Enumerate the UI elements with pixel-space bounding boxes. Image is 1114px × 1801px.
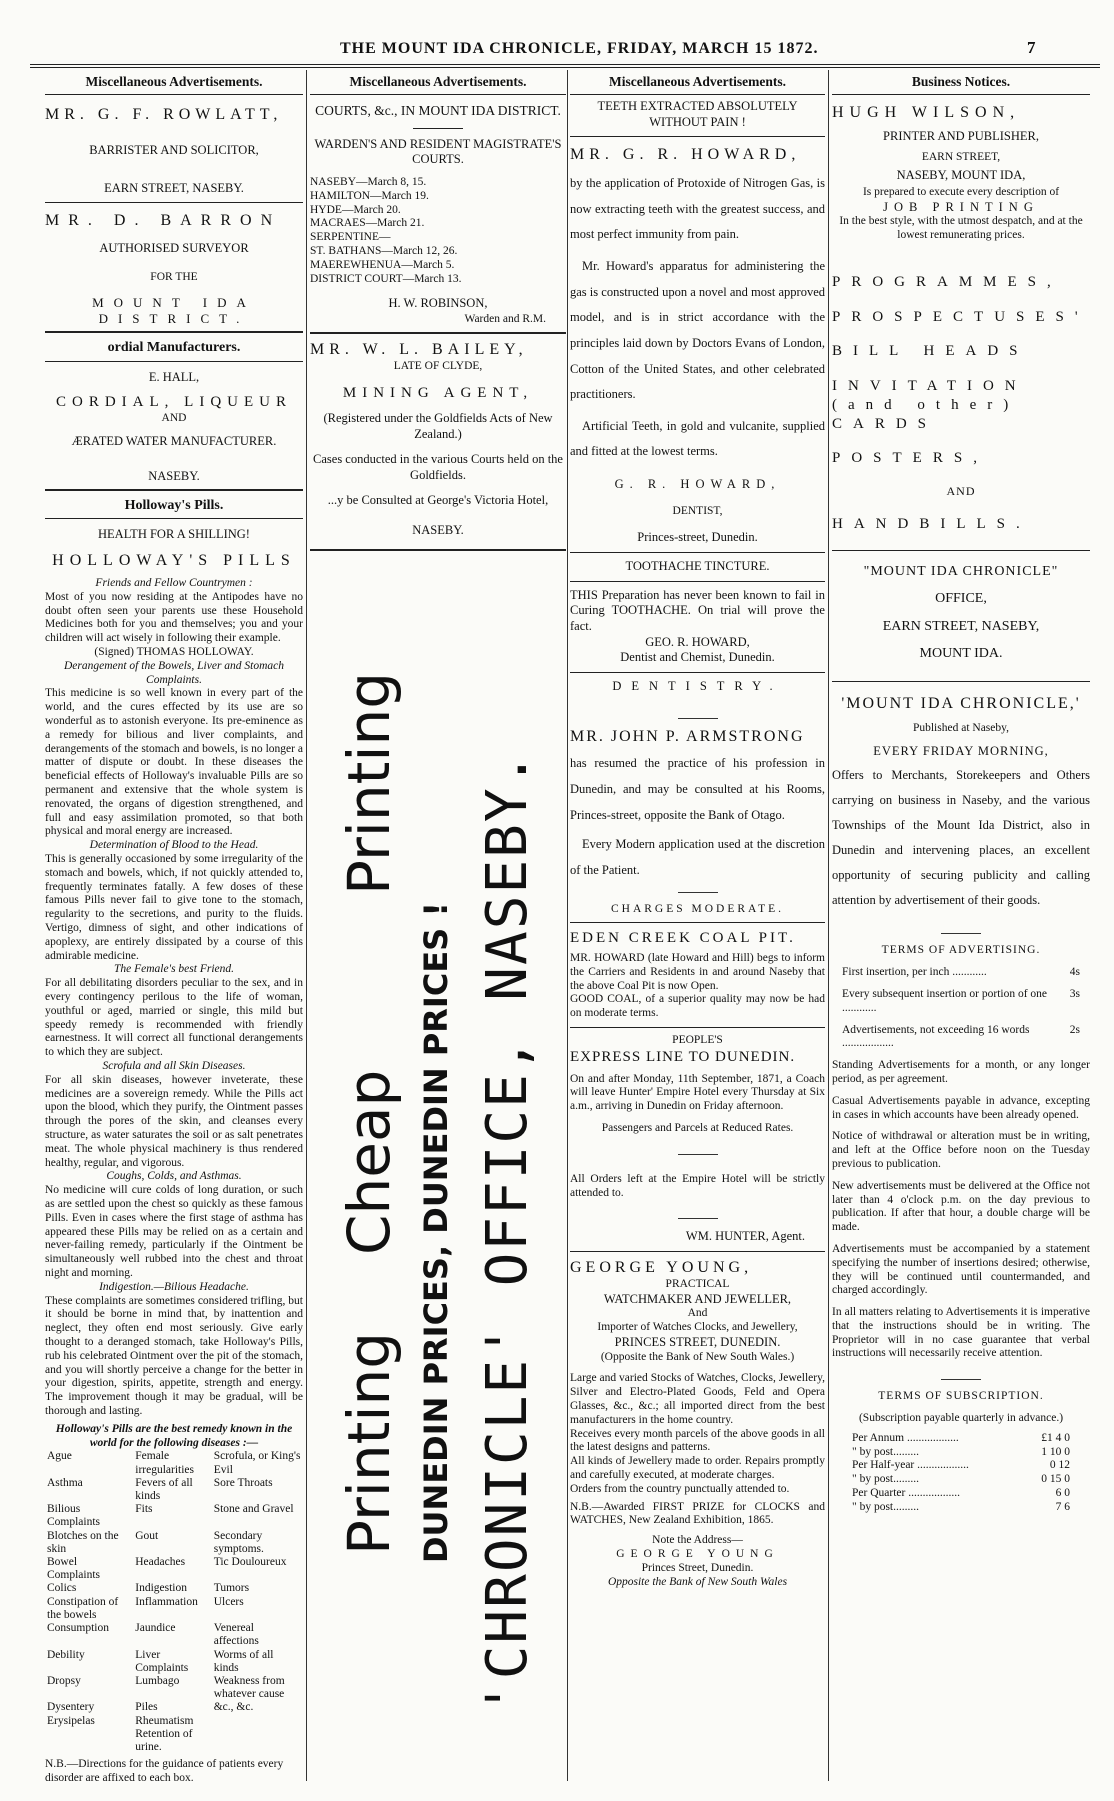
howard-dentist: DENTIST, [672, 504, 723, 517]
ailment-row [45, 1503, 303, 1529]
court-date: MACRAES—March 21. [310, 217, 425, 230]
ailment-row [45, 1728, 303, 1754]
hall-line: CORDIAL, LIQUEUR [56, 394, 292, 411]
divider [678, 718, 718, 719]
subscription-label: " by post......... [852, 1445, 919, 1458]
divider [45, 202, 303, 203]
express-heading: EXPRESS LINE TO DUNEDIN. [570, 1048, 796, 1065]
express-signature: WM. HUNTER, Agent. [685, 1229, 805, 1244]
bailey-line: ...y be Consulted at George's Victoria Hotel, [327, 493, 549, 508]
barron-name: MR. D. BARRON [45, 212, 282, 230]
express-top: PEOPLE'S [672, 1034, 723, 1047]
column-1 [45, 70, 303, 1786]
terms-list [832, 966, 1090, 1051]
subscription-price: 0 15 0 [1041, 1473, 1070, 1486]
terms-paragraph: Casual Advertisements payable in advance, excepting in cases in which accounts have been already opened. [832, 1094, 1090, 1121]
express-paragraph: All Orders left at the Empire Hotel will be strictly attended to. [570, 1172, 825, 1199]
young-paragraph: All kinds of Jewellery made to order. Repairs promptly and carefully executed, at moderate charges. [570, 1455, 825, 1482]
wilson-name: HUGH WILSON, [832, 103, 1021, 121]
young-nb: N.B.—Awarded FIRST PRIZE for CLOCKS and WATCHES, New Zealand Exhibition, 1865. [570, 1500, 825, 1527]
eden-heading: EDEN CREEK COAL PIT. [570, 930, 796, 947]
ailment-cell: Bilious Complaints [47, 1503, 101, 1529]
wilson-line: Is prepared to execute every description of [862, 185, 1060, 198]
young-line: PRACTICAL [665, 1278, 730, 1291]
term-label: Advertisements, not exceeding 16 words .................. [842, 1023, 1030, 1050]
ailment-cell: Consumption [47, 1622, 109, 1635]
subscription-list [832, 1432, 1090, 1515]
ailment-cell [212, 1728, 303, 1754]
subscription-row [852, 1459, 1070, 1473]
divider [678, 1218, 718, 1219]
chronicle-office: 'CHRONICLE' OFFICE, NASEBY. [475, 750, 540, 1715]
divider [413, 128, 463, 129]
divider [570, 136, 825, 137]
ailment-cell [45, 1728, 133, 1754]
court-date: HAMILTON—March 19. [310, 189, 429, 202]
dunedin-prices: DUNEDIN PRICES, DUNEDIN PRICES ! [417, 902, 455, 1563]
tincture-signature: GEO. R. HOWARD, [645, 634, 750, 649]
wilson-line: JOB PRINTING [883, 199, 1039, 214]
ailment-cell: Debility [47, 1648, 85, 1661]
barron-line: AUTHORISED SURVEYOR [99, 241, 249, 256]
armstrong-paragraph: has resumed the practice of his profession in Dunedin, and may be consulted at his Rooms, Princes-street, opposite the Bank of Otago. [570, 756, 825, 822]
section-heading: Holloway's Pills. [45, 489, 303, 520]
wilson-line: NASEBY, MOUNT IDA, [896, 168, 1026, 183]
subscription-heading: TERMS OF SUBSCRIPTION. [878, 1390, 1044, 1403]
ailment-cell: Secondary symptoms. [213, 1529, 264, 1555]
holloway-title: HOLLOWAY'S PILLS [52, 552, 296, 570]
young-line: (Opposite the Bank of New South Wales.) [600, 1350, 795, 1363]
holloway-subhead: Derangement of the Bowels, Liver and Stomach Complaints. [63, 659, 285, 686]
holloway-subhead: Coughs, Colds, and Asthmas. [106, 1170, 242, 1183]
holloway-paragraph: This is generally occasioned by some irregularity of the stomach and bowels, which, if not quickly attended to, frequently terminates fatally. A few doses of these famous Pills never fail to give tone to the stomach, regularity to the secretions, and purity to the fluids. Vertigo, dimness of sight, and other indications of apoplexy, are entirely dissipated by a course of this admirable medicine. [45, 853, 303, 962]
ailment-cell: Gout [135, 1529, 159, 1542]
terms-paragraph: Advertisements must be accompanied by a statement specifying the number of insertions desired; otherwise, they will be continued until countermanded, and charged accordingly. [832, 1242, 1090, 1297]
office-line: OFFICE, [935, 591, 987, 607]
printing-word: Printing [335, 671, 403, 895]
ailment-cell: Lumbago [135, 1675, 180, 1688]
court-date: MAEREWHENUA—March 5. [310, 258, 455, 271]
terms-paragraph: In all matters relating to Advertisements it is imperative that the instructions should be in writing. The Proprietor will in no case guarantee that verbal instructions will necessarily receive attention. [832, 1306, 1090, 1360]
subscription-row [852, 1487, 1070, 1501]
column-2 [310, 70, 566, 557]
printing-item: PROSPECTUSES' [832, 308, 1089, 325]
ailment-cell: Tumors [213, 1582, 250, 1595]
holloway-subhead: Scrofula and all Skin Diseases. [102, 1059, 246, 1072]
young-line: WATCHMAKER AND JEWELLER, [603, 1291, 792, 1306]
howard-paragraph: Mr. Howard's apparatus for administering the gas is constructed upon a novel and most approved model, and is in strict accordance with the principles laid down by Doctors Evans of London, Cotton of the United States, and other celebrated practitioners. [570, 259, 825, 402]
column-4 [832, 70, 1090, 1515]
subscription-label: Per Quarter .................. [852, 1487, 960, 1500]
holloway-signed: (Signed) THOMAS HOLLOWAY. [94, 646, 254, 659]
ailment-cell: Worms of all kinds [213, 1648, 274, 1674]
ailments-table [45, 1450, 303, 1754]
printing-advert [335, 555, 565, 1715]
tincture-signature: Dentist and Chemist, Dunedin. [620, 650, 775, 665]
young-line: And [687, 1307, 708, 1320]
mic-paragraph: Offers to Merchants, Storekeepers and Others carrying on business in Naseby, and the various Townships of the Mount Ida District, also in Dunedin and intervening places, an excellent opportunity of securing publicity and calling attention by advertisement of their goods. [832, 768, 1090, 908]
ailment-cell: Fevers of all kinds [135, 1476, 193, 1502]
ailment-cell: &c., &c. [213, 1701, 254, 1714]
rowlatt-line: EARN STREET, NASEBY. [104, 180, 244, 195]
divider [832, 681, 1090, 682]
holloway-paragraph: These complaints are sometimes considered trifling, but it should be borne in mind that, by inattention and neglect, they often end most seriously. Give early thought to a deranged stomach, take Holloway's Pills, rub his celebrated Ointment over the pit of the stomach, and you will shortly perceive a change for the better in your digestion, spirits, appetite, strength and energy. The improvement though it may be gradual, will be thorough and lasting. [45, 1294, 303, 1417]
term-price: 4s [1069, 966, 1080, 979]
hall-name: E. HALL, [148, 369, 200, 384]
ailment-cell: Dysentery [47, 1701, 95, 1714]
divider [570, 1251, 825, 1252]
courts-subtitle: WARDEN'S AND RESIDENT MAGISTRATE'S COURTS. [314, 136, 562, 167]
hall-line: ÆRATED WATER MANUFACTURER. [71, 433, 277, 448]
ailment-row [45, 1675, 303, 1701]
printing-item: AND [946, 484, 976, 499]
armstrong-paragraph: Every Modern application used at the discretion of the Patient. [570, 837, 825, 877]
ailment-row [45, 1477, 303, 1503]
ailment-cell: Blotches on the skin [47, 1529, 119, 1555]
column-divider [567, 70, 568, 1781]
teeth-heading: TEETH EXTRACTED ABSOLUTELY WITHOUT PAIN ! [597, 98, 798, 129]
ailment-row [45, 1649, 303, 1675]
holloway-subhead: The Female's best Friend. [114, 963, 234, 976]
ailment-row [45, 1450, 303, 1476]
ailment-cell: Ague [47, 1450, 72, 1463]
rowlatt-name: MR. G. F. ROWLATT, [45, 105, 283, 123]
ailment-cell: Fits [135, 1503, 153, 1516]
term-label: Every subsequent insertion or portion of one ............ [842, 987, 1048, 1014]
divider [678, 892, 718, 893]
ailment-cell: Jaundice [135, 1622, 176, 1635]
holloway-paragraph: No medicine will cure colds of long duration, or such as are settled upon the chest so quickly as these famous Pills. Even in cases where the first stage of asthma has appeared these Pills may be relied on as a certain and never-failing remedy, particularly if the Ointment be simultaneously well rubbed into the chest and throat night and morning. [45, 1184, 303, 1279]
ailment-row [45, 1715, 303, 1728]
ailment-cell: Tic Douloureux [213, 1556, 287, 1569]
ailment-cell: Stone and Gravel [213, 1503, 294, 1516]
tincture-paragraph: THIS Preparation has never been known to fail in Curing TOOTHACHE. On trial will prove the fact. [570, 587, 825, 633]
subscription-note: (Subscription payable quarterly in advance.) [858, 1412, 1064, 1425]
express-paragraph: On and after Monday, 11th September, 1871, a Coach will leave Hunter' Empire Hotel every Thursday at Six a.m., arriving in Dunedin on Friday afternoon. [570, 1072, 825, 1113]
ailment-row [45, 1622, 303, 1648]
court-date: DISTRICT COURT—March 13. [310, 272, 462, 285]
holloway-health: HEALTH FOR A SHILLING! [98, 527, 250, 542]
subscription-price: 6 0 [1055, 1487, 1070, 1500]
term-row [842, 966, 1080, 980]
mic-line: Published at Naseby, [912, 721, 1010, 734]
header-rule-thin [30, 67, 1100, 68]
subscription-label: " by post......... [852, 1473, 919, 1486]
printing-item: BILL HEADS [832, 343, 1029, 360]
divider [570, 922, 825, 923]
mic-title: 'MOUNT IDA CHRONICLE,' [841, 694, 1081, 712]
ailment-cell: Bowel Complaints [47, 1556, 101, 1582]
wilson-line: In the best style, with the utmost despatch, and at the lowest remunerating prices. [839, 215, 1083, 242]
ailment-cell: Dropsy [47, 1675, 81, 1688]
courts-title: COURTS, &c., IN MOUNT IDA DISTRICT. [315, 102, 561, 118]
term-row [842, 988, 1080, 1016]
barron-line: MOUNT IDA DISTRICT. [92, 294, 256, 326]
howard-address: Princes-street, Dunedin. [637, 530, 758, 545]
terms-paragraph: Notice of withdrawal or alteration must be in writing, and left at the Office before noon on the Tuesday previous to publication. [832, 1130, 1090, 1170]
charges-moderate: CHARGES MODERATE. [610, 902, 785, 915]
ailment-cell: Constipation of the bowels [47, 1595, 119, 1621]
subscription-label: " by post......... [852, 1500, 919, 1513]
express-paragraph: Passengers and Parcels at Reduced Rates. [601, 1122, 794, 1135]
divider [832, 550, 1090, 551]
subscription-price: 7 6 [1055, 1500, 1070, 1513]
young-paragraph: Receives every month parcels of the above goods in all the latest designs and patterns. [570, 1427, 825, 1454]
terms-heading: TERMS OF ADVERTISING. [881, 944, 1041, 957]
hall-line: AND [161, 411, 187, 424]
holloway-paragraph: Most of you now residing at the Antipodes have no doubt often seen your parents use these Household Medicines both for you and themselves; you and your children will act wisely in following their example. [45, 590, 303, 645]
page-number: 7 [1027, 38, 1037, 57]
terms-paragraph: New advertisements must be delivered at the Office not later than 4 o'clock p.m. on the day previous to publication. If after that hour, a double charge will be made. [832, 1179, 1090, 1234]
ailment-cell: Female irregularities [135, 1450, 195, 1476]
ailment-cell: Inflammation [135, 1595, 198, 1608]
ailment-cell: Sore Throats [213, 1476, 273, 1489]
header-rule [30, 64, 1100, 65]
ailment-cell: Erysipelas [47, 1714, 95, 1727]
barron-line: FOR THE [150, 270, 198, 283]
subscription-price: 1 10 0 [1041, 1445, 1070, 1458]
column-divider [828, 70, 829, 1781]
ailment-cell: Indigestion [135, 1582, 187, 1595]
ailment-row [45, 1596, 303, 1622]
printing-word: Printing [335, 1331, 403, 1555]
term-label: First insertion, per inch ............ [842, 966, 987, 979]
subscription-label: Per Annum .................. [852, 1431, 959, 1444]
holloway-nb: N.B.—Directions for the guidance of patients every disorder are affixed to each box. [45, 1758, 284, 1785]
mic-line: EVERY FRIDAY MORNING, [873, 743, 1049, 758]
wilson-line: EARN STREET, [921, 150, 1001, 163]
courts-list [310, 176, 566, 286]
term-row [842, 1024, 1080, 1052]
divider [570, 672, 825, 673]
holloway-paragraph: For all debilitating disorders peculiar to the sex, and in every contingency perilous to the life of woman, youthful or aged, married or single, this mild but speedy remedy is recommended with friendly earnestness. It will correct all functional derangements to which they are subject. [45, 977, 303, 1059]
office-line: EARN STREET, NASEBY, [882, 618, 1040, 634]
divider [570, 552, 825, 553]
column-divider [306, 70, 307, 1781]
column-heading: Miscellaneous Advertisements. [45, 70, 303, 95]
ailment-cell: Colics [47, 1582, 77, 1595]
page-header [0, 38, 1114, 62]
young-address: GEORGE YOUNG [616, 1548, 779, 1561]
ailment-cell: Piles [135, 1701, 158, 1714]
young-address: Opposite the Bank of New South Wales [607, 1575, 788, 1588]
young-name: GEORGE YOUNG, [570, 1259, 753, 1277]
divider [941, 933, 981, 934]
rowlatt-line: BARRISTER AND SOLICITOR, [89, 142, 259, 157]
printing-item: INVITATION (and other) CARDS [832, 378, 1027, 432]
terms-paragraph: Standing Advertisements for a month, or any longer period, as per agreement. [832, 1059, 1090, 1085]
bailey-name: MR. W. L. BAILEY, [310, 341, 528, 359]
howard-signature: G. R. HOWARD, [614, 477, 781, 491]
ailment-cell: Scrofula, or King's Evil [213, 1450, 301, 1476]
subscription-label: Per Half-year .................. [852, 1459, 969, 1472]
bailey-line: Cases conducted in the various Courts held on the Goldfields. [313, 452, 563, 482]
bailey-line: MINING AGENT, [342, 385, 534, 402]
howard-name: MR. G. R. HOWARD, [570, 146, 801, 164]
divider [570, 1027, 825, 1028]
column-3 [570, 70, 825, 1589]
ailment-cell: Asthma [47, 1476, 83, 1489]
column-heading: Business Notices. [832, 70, 1090, 95]
howard-paragraph: by the application of Protoxide of Nitrogen Gas, is now extracting teeth with the greatest success, and most perfect immunity from pain. [570, 176, 825, 242]
subscription-row [852, 1432, 1070, 1446]
printing-item: POSTERS, [832, 450, 988, 467]
holloway-remedy: Holloway's Pills are the best remedy known in the world for the following diseases :— [55, 1422, 293, 1449]
young-address: Princes Street, Dunedin. [641, 1561, 754, 1574]
court-date: ST. BATHANS—March 12, 26. [310, 244, 458, 257]
bailey-line: NASEBY. [412, 523, 464, 538]
ailment-row [45, 1582, 303, 1595]
office-line: MOUNT IDA. [919, 646, 1003, 662]
wilson-line: PRINTER AND PUBLISHER, [883, 128, 1039, 143]
bailey-line: (Registered under the Goldfields Acts of New Zealand.) [323, 410, 553, 441]
young-line: PRINCES STREET, DUNEDIN. [614, 1335, 781, 1350]
ailment-cell: Weakness from whatever cause [213, 1675, 285, 1701]
young-paragraph: Orders from the country punctually attended to. [570, 1482, 790, 1495]
eden-paragraph: MR. HOWARD (late Howard and Hill) begs to inform the Carriers and Residents in and around Naseby that the above Coal Pit is now Open. [570, 952, 825, 992]
ailment-row [45, 1701, 303, 1714]
court-date: NASEBY—March 8, 15. [310, 176, 427, 188]
ailment-cell: Headaches [135, 1556, 186, 1569]
young-note: Note the Address— [652, 1534, 743, 1547]
subscription-row [852, 1446, 1070, 1460]
divider [678, 1154, 718, 1155]
ailment-cell: Venereal affections [213, 1622, 259, 1648]
holloway-paragraph: This medicine is so well known in every part of the world, and the cures effected by its use are so wonderful as to astonish everyone. Its pre-eminence as a remedy for bilious and liver complaints, and derangements of the stomach and bowels, is no longer a matter of dispute or doubt. In these diseases the beneficial effects of Holloway's invaluable Pills are so permanent and extensive that the whole system is renovated, the organs of digestion strengthened, and full and easy assimilation promoted, so that both physical and moral energy are increased. [45, 687, 303, 838]
bailey-line: LATE OF CLYDE, [393, 360, 483, 373]
court-date: SERPENTINE— [310, 231, 391, 244]
subscription-price: £1 4 0 [1041, 1431, 1070, 1444]
cheap-word: Cheap [335, 1069, 403, 1255]
robinson-name: H. W. ROBINSON, [388, 296, 488, 311]
column-heading: Miscellaneous Advertisements. [310, 70, 566, 95]
ailment-row [45, 1530, 303, 1556]
divider [570, 581, 825, 582]
holloway-friends: Friends and Fellow Countrymen : [95, 577, 253, 590]
column-heading: Miscellaneous Advertisements. [570, 70, 825, 95]
hall-line: NASEBY. [148, 469, 200, 484]
section-heading: ordial Manufacturers. [45, 331, 303, 362]
ailment-cell: Ulcers [213, 1595, 244, 1608]
term-price: 2s [1069, 1023, 1080, 1036]
ailment-cell: Rheumatism [135, 1714, 194, 1727]
dentistry-heading: DENTISTRY. [612, 678, 783, 693]
young-paragraph: Large and varied Stocks of Watches, Clocks, Jewellery, Silver and Electro-Plated Goods, Feld and Opera Glasses, &c., &c.; all imported direct from the best manufacturers in the home country. [570, 1372, 825, 1426]
divider [310, 549, 566, 551]
tincture-heading: TOOTHACHE TINCTURE. [625, 559, 770, 574]
armstrong-name: MR. JOHN P. ARMSTRONG [570, 728, 805, 746]
young-line: Importer of Watches Clocks, and Jewellery, [597, 1321, 798, 1334]
divider [941, 1379, 981, 1380]
subscription-price: 0 12 [1049, 1459, 1070, 1472]
ailment-row [45, 1556, 303, 1582]
divider [310, 332, 566, 334]
holloway-paragraph: For all skin diseases, however inveterate, these medicines are a sovereign remedy. While the Pills act upon the blood, which they purify, the Ointment passes through the pores of the skin, and cleanses every structure, as water saturates the soil or as salt penetrates meat. The whole physical machinery is thus rendered healthy, regular, and vigorous. [45, 1073, 303, 1169]
subscription-row [852, 1473, 1070, 1487]
printing-item: PROGRAMMES, [832, 273, 1062, 290]
ailment-cell: Liver Complaints [135, 1648, 189, 1674]
ailment-cell [212, 1715, 303, 1728]
court-date: HYDE—March 20. [310, 203, 401, 216]
newspaper-title: THE MOUNT IDA CHRONICLE, FRIDAY, MARCH 15 1872. [340, 40, 819, 57]
holloway-subhead: Determination of Blood to the Head. [89, 839, 259, 852]
howard-paragraph: Artificial Teeth, in gold and vulcanite, supplied and fitted at the lowest terms. [570, 418, 825, 459]
office-line: "MOUNT IDA CHRONICLE" [863, 563, 1059, 579]
printing-items [832, 273, 1090, 534]
term-price: 3s [1069, 987, 1080, 1000]
eden-paragraph: GOOD COAL, of a superior quality may now be had on moderate terms. [570, 993, 825, 1020]
subscription-row [852, 1501, 1070, 1515]
holloway-subhead: Indigestion.—Bilious Headache. [99, 1280, 249, 1293]
printing-item: HANDBILLS. [832, 516, 1031, 533]
ailment-cell: Retention of urine. [135, 1727, 193, 1754]
robinson-title: Warden and R.M. [464, 313, 546, 325]
